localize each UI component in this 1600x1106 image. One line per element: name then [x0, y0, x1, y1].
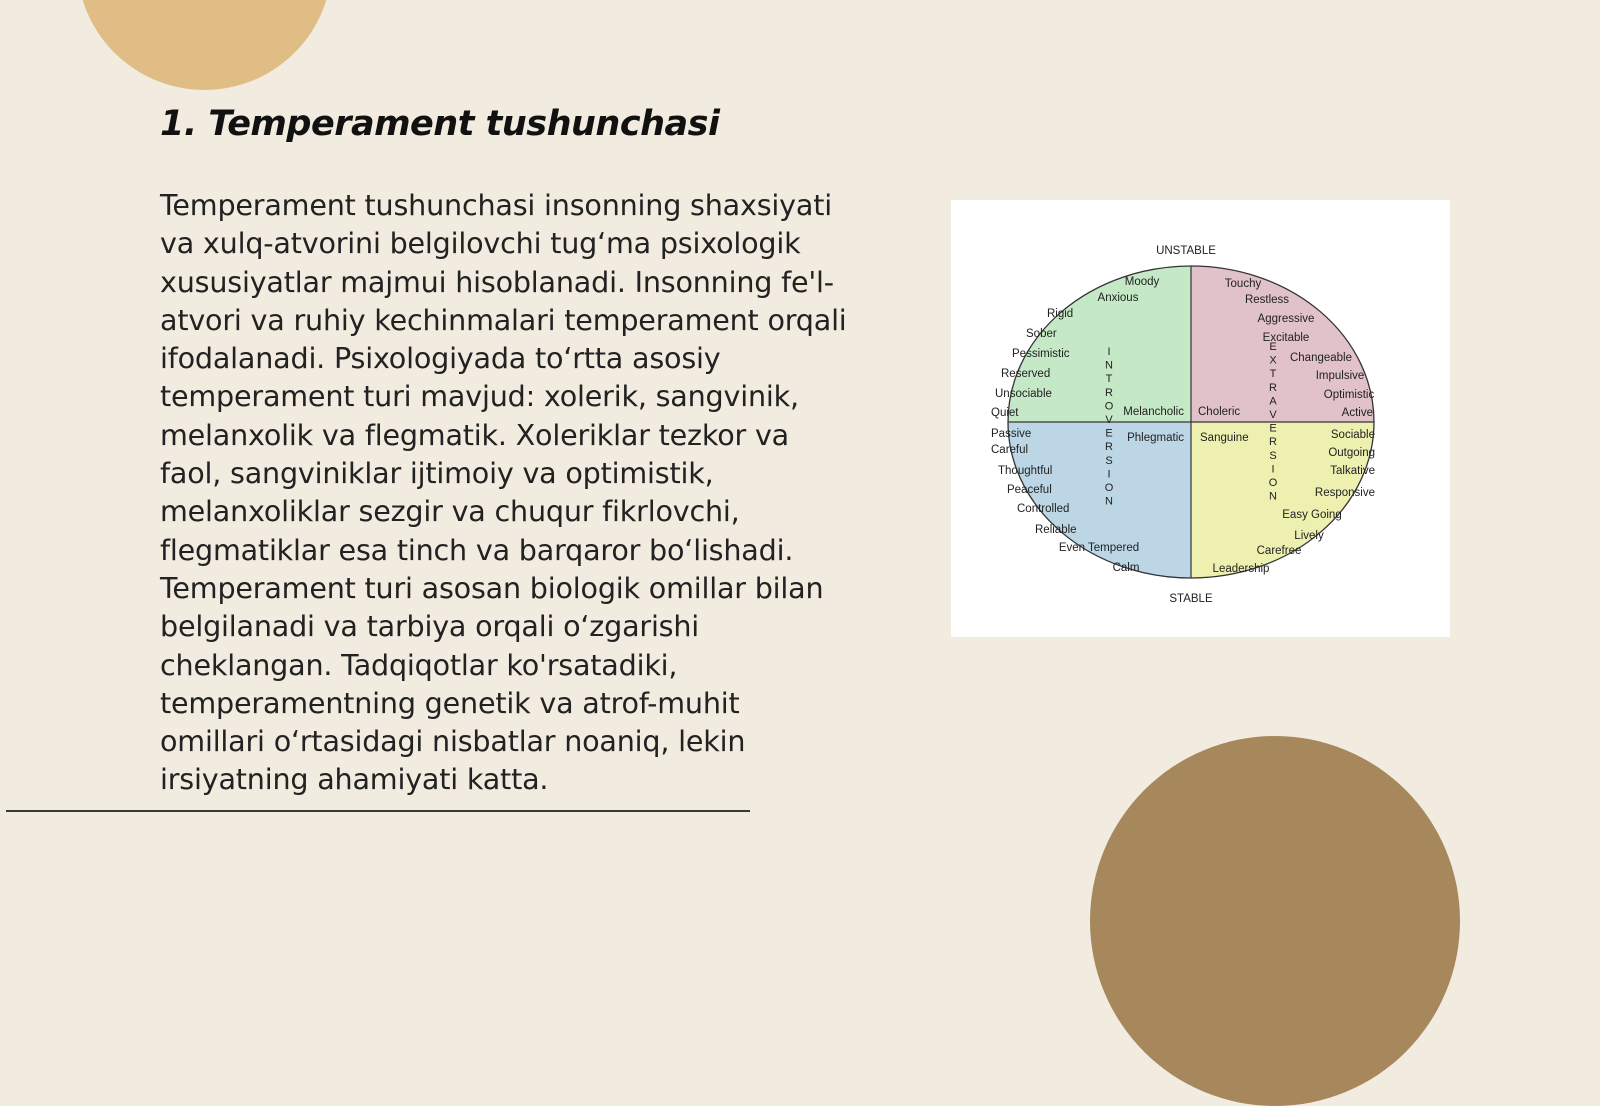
extraversion-letter: E [1269, 341, 1277, 353]
label-unstable: UNSTABLE [1156, 245, 1216, 257]
trait-reserved: Reserved [1001, 368, 1051, 380]
trait-leadership: Leadership [1212, 563, 1270, 575]
trait-active: Active [1341, 407, 1373, 419]
decorative-circle-bottom [1090, 736, 1460, 1106]
trait-touchy: Touchy [1224, 278, 1262, 290]
trait-sociable: Sociable [1330, 429, 1375, 441]
trait-easy-going: Easy Going [1282, 509, 1342, 521]
introversion-letter: I [1107, 468, 1111, 481]
trait-aggressive: Aggressive [1257, 313, 1315, 325]
slide-title: 1. Temperament tushunchasi [160, 104, 720, 144]
extraversion-letter: T [1269, 368, 1277, 381]
trait-lively: Lively [1294, 530, 1324, 542]
decorative-circle-top [77, 0, 332, 90]
extraversion-letter: V [1269, 409, 1277, 421]
trait-passive: Passive [991, 428, 1032, 440]
introversion-letter: N [1105, 359, 1113, 372]
introversion-letter: E [1105, 427, 1113, 440]
trait-talkative: Talkative [1330, 465, 1375, 477]
trait-controlled: Controlled [1017, 503, 1070, 515]
label-stable: STABLE [1169, 593, 1213, 605]
trait-changeable: Changeable [1289, 352, 1353, 364]
extraversion-letter: S [1269, 449, 1277, 462]
trait-unsociable: Unsociable [995, 388, 1052, 400]
extraversion-letter: E [1269, 422, 1277, 435]
introversion-letter: O [1104, 482, 1114, 494]
slide-body-text: Temperament tushunchasi insonning shaxsiyati va xulq-atvorini belgilovchi tug‘ma psixologik xususiyatlar majmui hisoblanadi. Insonning fe'l-atvori va ruhiy kechinmalari temperament orqali ifodalanadi. Psixologiyada to‘rtta asosiy temperament turi mavjud: xolerik, sangvinik, melanxolik va flegmatik. Xoleriklar tezkor va faol, sangviniklar ijtimoiy va optimistik, melanxoliklar sezgir va chuqur fikrlovchi, flegmatiklar esa tinch va barqaror bo‘lishadi. Temperament turi asosan biologik omillar bilan belgilanadi va tarbiya orqali o‘zgarishi cheklangan. Tadqiqotlar ko'rsatadiki, temperamentning genetik va atrof-muhit omillari o‘rtasidagi nisbatlar noaniq, lekin irsiyatning ahamiyati katta. [160, 188, 847, 797]
extraversion-letter: A [1269, 395, 1277, 408]
trait-rigid: Rigid [1047, 308, 1074, 320]
trait-restless: Restless [1244, 294, 1290, 306]
introversion-letter: O [1104, 400, 1114, 413]
introversion-letter: R [1105, 441, 1113, 454]
temperament-phlegmatic: Phlegmatic [1127, 432, 1184, 444]
temperament-melancholic: Melancholic [1123, 406, 1184, 418]
introversion-letter: I [1107, 346, 1111, 358]
temperament-wheel [951, 200, 1450, 637]
trait-careful: Careful [991, 444, 1029, 456]
introversion-letter: S [1105, 454, 1113, 467]
horizontal-rule [6, 810, 750, 812]
extraversion-letter: O [1268, 477, 1278, 489]
trait-peaceful: Peaceful [1007, 484, 1052, 496]
trait-outgoing: Outgoing [1328, 447, 1375, 459]
trait-quiet: Quiet [991, 407, 1019, 419]
extraversion-letter: R [1269, 436, 1277, 449]
trait-optimistic: Optimistic [1323, 389, 1375, 401]
extraversion-letter: R [1269, 381, 1277, 394]
trait-responsive: Responsive [1314, 487, 1375, 499]
temperament-sanguine: Sanguine [1200, 432, 1249, 444]
extraversion-letter: X [1269, 354, 1277, 367]
extraversion-letter: I [1271, 463, 1275, 476]
trait-moody: Moody [1124, 276, 1160, 288]
trait-pessimistic: Pessimistic [1012, 348, 1070, 360]
temperament-choleric: Choleric [1198, 406, 1241, 418]
introversion-letter: R [1105, 386, 1113, 399]
introversion-letter: V [1105, 414, 1113, 426]
trait-sober: Sober [1026, 328, 1057, 340]
trait-thoughtful: Thoughtful [998, 465, 1053, 477]
trait-anxious: Anxious [1097, 292, 1139, 304]
trait-excitable: Excitable [1262, 332, 1310, 344]
introversion-letter: N [1105, 495, 1113, 508]
trait-calm: Calm [1112, 562, 1140, 574]
trait-even-tempered: Even Tempered [1058, 542, 1140, 554]
trait-impulsive: Impulsive [1315, 370, 1365, 382]
trait-carefree: Carefree [1256, 545, 1302, 557]
trait-reliable: Reliable [1035, 524, 1077, 536]
introversion-letter: T [1105, 373, 1113, 386]
temperament-diagram [951, 200, 1450, 637]
extraversion-letter: N [1269, 490, 1277, 503]
